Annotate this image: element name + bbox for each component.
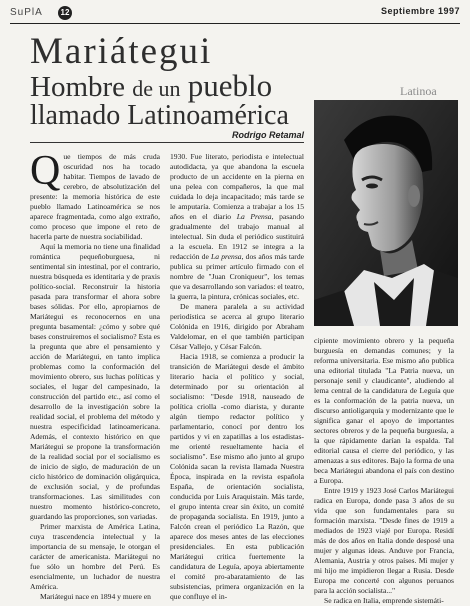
paragraph xyxy=(314,336,454,486)
text-column-2 xyxy=(170,152,304,602)
paragraph xyxy=(170,302,304,352)
paragraph xyxy=(30,592,160,602)
header-rule xyxy=(10,23,460,24)
drop-cap: Q xyxy=(30,148,61,194)
paragraph-text: Hacia 1918, se comienza a producir la transición de Mariátegui desde el ámbito literario hacia el político y social, determinado por su orientación al socialismo: "Desde 1918, nauseado de política criolla -como diarista, y durante algún tiempo redactor político y parlamentario, conocí por dentro los partidos y vi en zapatillas a los estadistas- me orienté resueltamente hacia el socialismo". Ese mismo año junto al grupo Colónida sacan la revista llamada Nuestra Época, inspirada en la revista española España, de orientación socialista, conducida por Luis Araquistain. Más tarde, el grupo intenta crear sin éxito, un comité de propaganda socialista. En 1919, junto a Falcón crean el periódico La Razón, que aparece dos meses antes de las elecciones presidenciales. En esta publicación Mariátegui critica fuertemente la candidatura de Leguía, apoya abiertamente el comité pro-abaratamiento de las subsistencias, primera organización en la que confluye el in- xyxy=(170,352,304,601)
paragraph-text: Entre 1919 y 1923 José Carlos Mariátegui radica en Europa, donde pasa 3 años de su vida que son fundamentales para su formación marxista. "Desde fines de 1919 a mediados de 1923 viajé por Europa. Residí más de dos años en Italia donde desposé una mujer y algunas ideas. Anduve por Francia, Alemania, Austria y otros países. Mi mujer y mi hijo me impidieron llegar a Rusia. Desde Europa me concerté con algunos peruanos para la acción socialista..." xyxy=(314,486,454,595)
paragraph-text: Primer marxista de América Latina, cuya trascendencia intelectual y la importancia de su mensaje, le otorgan el carácter de americanista. Mariátegui no fue sólo un hombre del Perú. Es esencialmente, un luchador de nuestra América. xyxy=(30,522,160,591)
show-through-text: Latinoa xyxy=(400,84,437,98)
headline-word-pueblo: pueblo xyxy=(187,68,273,103)
paragraph-text: Aquí la memoria no tiene una finalidad romántica pequeñoburguesa, ni sentimental sin intestinal, por el contrario, nuestra búsqueda es identitaria y de praxis político-social. Reconstruir la historia pasada para transformar el ahora sobre bases sólidas. Por ello, apropiarnos de Mariátegui es reconocernos en una pregunta basamental: ¿cómo y sobre qué bases construiremos el socialismo? Esta es la pregunta que abre el pensamiento y acción de Mariátegui, en tanto implica problemas como la conformación del movimiento obrero, sus luchas políticas y sociales, el lugar del campesinado, la construcción del partido etc., así como el desarrollo de la investigación sobre la realidad social, el problema del método y nuestra especificidad latinoamericana. Además, el contexto histórico en que Mariátegui se propone la transformación de la realidad social por el socialismo es de inicio de siglo, de maduración de un ciclo histórico de dominación oligárquica, de exclusión social, y de profundas transformaciones. Las similitudes con nuestro momento histórico-concreto, guardando las proporciones, son variadas. xyxy=(30,242,160,521)
paragraph xyxy=(314,486,454,596)
headline-word-de-un: de un xyxy=(132,76,181,101)
paragraph-text: ue tiempos de más cruda oscuridad nos ha tocado habitar. Tiempos de lavado de cerebro, de absolutización del presente: la memoria histórica de este pueblo llamado Latinoamérica se nos aparece fragmentada, como algo extraño, como proceso que impone el reto de hacerla parte de nuestra sociabilidad. xyxy=(30,152,160,241)
paragraph xyxy=(314,596,454,606)
byline-rule xyxy=(30,142,304,143)
paragraph-text: , pasando gradualmente del trabajo manual al intelectual. Sin duda el periódico sustituirá a la escuela. En 1912 se integra a la redacción de xyxy=(170,212,304,261)
paragraph-text: Mariátegui nace en 1894 y muere en xyxy=(40,592,151,601)
headline-word-hombre: Hombre xyxy=(30,71,126,103)
text-column-3 xyxy=(314,336,454,606)
headline-line-3: llamado Latinoamérica xyxy=(30,100,289,131)
headline-line-1: Mariátegui xyxy=(30,31,213,72)
text-column-1 xyxy=(30,148,160,602)
running-header xyxy=(10,4,460,26)
paragraph xyxy=(170,352,304,602)
paragraph-text: Se radica en Italia, emprende sistemáti- xyxy=(324,596,444,605)
newspaper-name: La Prensa xyxy=(236,212,272,221)
paragraph-text: cipiente movimiento obrero y la pequeña burguesía en demandas comunes; y la reforma universitaria. Ese mismo año publica una editorial titulada "La Patria nueva, un personaje senil y claudicante", aludiendo al lema central de la candidatura de Leguía que es la conformación de la patria nueva, un discurso antioligarquía y modernizante que le significa ganar el apoyo de importantes sectores obreros y de la pequeña burguesía, a la que rápidamente darían la espalda. Tal editorial causa el cierre del periódico, y las amenazas a sus editores. Bajo la forma de una beca Mariátegui abandona el país con destino a Europa. xyxy=(314,336,454,485)
page-number-badge: 12 xyxy=(58,6,72,20)
newspaper-name: La prensa xyxy=(211,252,242,261)
byline: Rodrigo Retamal xyxy=(232,130,305,140)
paragraph xyxy=(30,522,160,592)
paragraph-text: 1930. Fue literato, periodista e intelectual autodidacta, ya que abandona la escuela producto de un accidente en la pierna en una pelea con compañeros, la que mal cuidada lo deja incapacitado; más tarde se le amputaría. Comienza a trabajar a los 15 años en el diario xyxy=(170,152,304,221)
paragraph xyxy=(170,152,304,302)
paragraph-text: De manera paralela a su actividad periodística se acerca al grupo literario Colónida en 1916, dirigido por Abraham Valdelomar, en el que también participan César Vallejo, y César Falcón. xyxy=(170,302,304,351)
portrait-photo xyxy=(314,100,458,326)
paragraph xyxy=(30,242,160,522)
headline-line-2 xyxy=(30,68,272,104)
paragraph xyxy=(30,148,160,242)
portrait-image xyxy=(314,100,458,326)
section-name: SuPlA xyxy=(10,7,43,18)
paragraph-text: , dos años más tarde publica su primer artículo firmado con el nombre de "Juan Croniqueur", los temas que va desarrollando son variados: el teatro, la guerra, la pintura, crónicas sociales, etc. xyxy=(170,252,305,301)
issue-date: Septiembre 1997 xyxy=(380,6,460,16)
